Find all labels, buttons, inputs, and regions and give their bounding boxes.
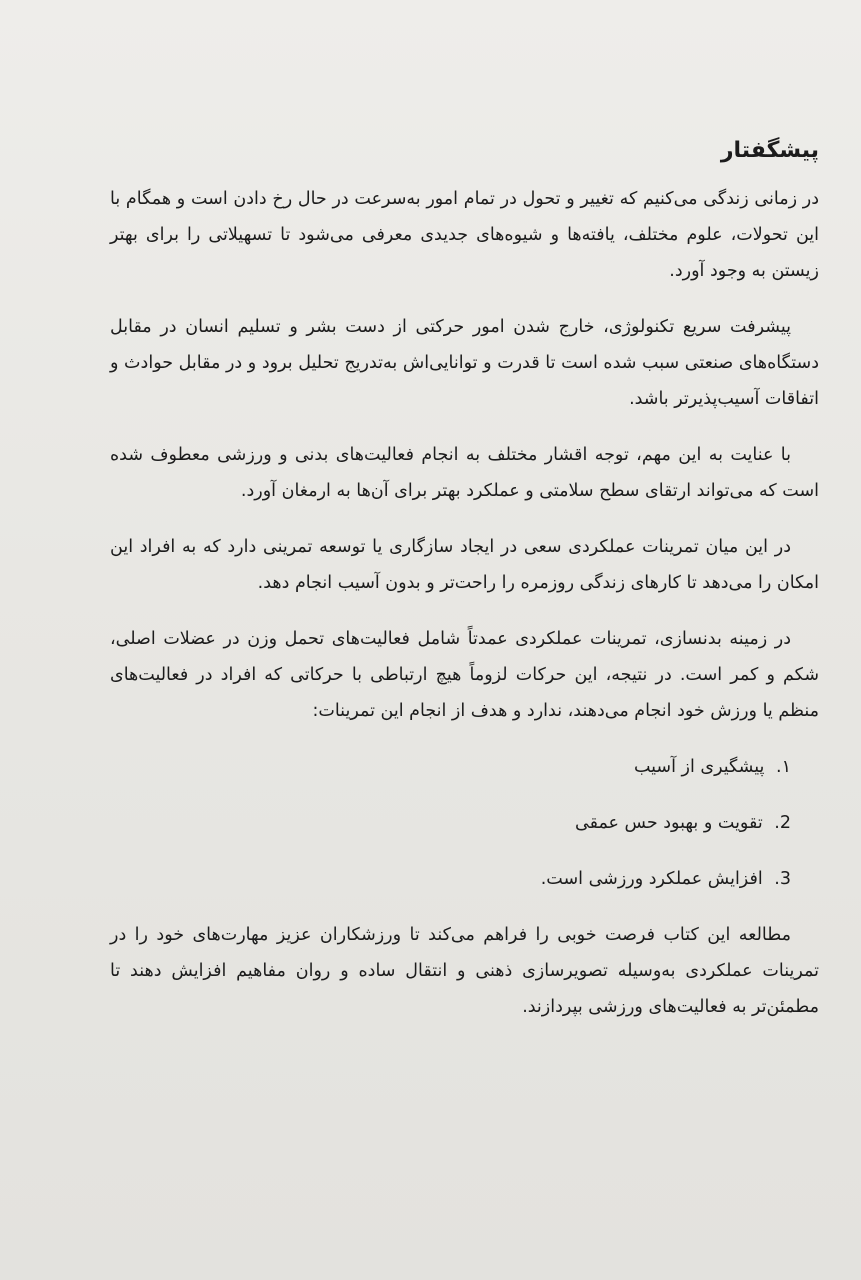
paragraph-4: در این میان تمرینات عملکردی سعی در ایجاد سازگاری یا توسعه تمرینی دارد که به افراد این امکان را می‌دهد تا کارهای زندگی روزمره را راحت‌تر و بدون آسیب انجام دهد. (110, 537, 819, 593)
list-item (110, 805, 791, 841)
list-item-text: افزایش عملکرد ورزشی است. (540, 869, 763, 889)
list-item-text: تقویت و بهبود حس عمقی (575, 813, 763, 833)
page-content (110, 138, 819, 1045)
paragraph-1: در زمانی زندگی می‌کنیم که تغییر و تحول در تمام امور به‌سرعت در حال رخ دادن است و همگام با این تحولات، علوم مختلف، یافته‌ها و شیوه‌های جدیدی معرفی می‌شود تا تسهیلاتی را برای بهتر زیستن به وجود آورد. (110, 189, 819, 281)
list-item (110, 861, 791, 897)
closing-paragraph: مطالعه این کتاب فرصت خوبی را فراهم می‌کند تا ورزشکاران عزیز مهارت‌های خود را در تمرینات عملکردی به‌وسیله تصویرسازی ذهنی و انتقال ساده و روان مفاهیم افزایش دهند تا مطمئن‌تر به فعالیت‌های ورزشی بپردازند. (110, 925, 819, 1017)
paragraph-5: در زمینه بدنسازی، تمرینات عملکردی عمدتاً شامل فعالیت‌های تحمل وزن در عضلات اصلی، شکم و کمر است. در نتیجه، این حرکات لزوماً هیچ ارتباطی با حرکاتی که افراد در فعالیت‌های منظم یا ورزش خود انجام می‌دهند، ندارد و هدف از انجام این تمرینات: (110, 629, 819, 721)
list-item (110, 749, 791, 785)
list-item-number: 3. (774, 869, 791, 889)
list-item-number: ۱. (776, 757, 791, 777)
list-item-number: 2. (774, 813, 791, 833)
goals-list (110, 749, 819, 897)
paragraph-2: پیشرفت سریع تکنولوژی، خارج شدن امور حرکتی از دست بشر و تسلیم انسان در مقابل دستگاه‌های صنعتی سبب شده است تا قدرت و توانایی‌اش به‌تدریج تحلیل برود و در مقابل حوادث و اتفاقات آسیب‌پذیرتر باشد. (110, 317, 819, 409)
paragraph-3: با عنایت به این مهم، توجه اقشار مختلف به انجام فعالیت‌های بدنی و ورزشی معطوف شده است که می‌تواند ارتقای سطح سلامتی و عملکرد بهتر برای آن‌ها به ارمغان آورد. (110, 445, 819, 501)
page-title: پیشگفتار (720, 138, 819, 163)
list-item-text: پیشگیری از آسیب (633, 757, 765, 777)
